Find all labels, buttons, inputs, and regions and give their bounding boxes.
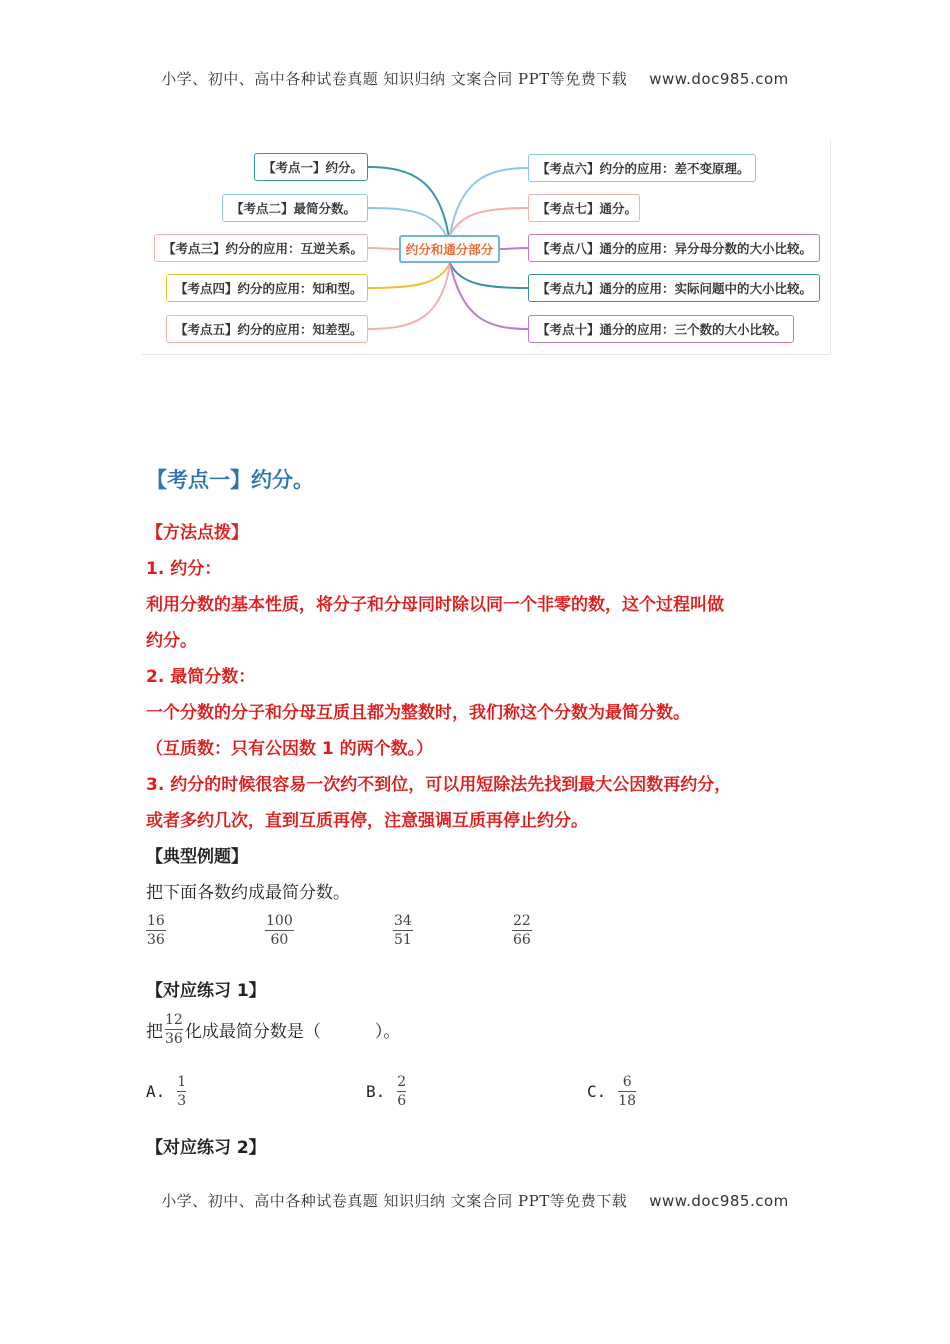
point3-text-line2: 或者多约几次，直到互质再停，注意强调互质再停止约分。 <box>146 811 588 831</box>
connector-left-4 <box>368 263 450 288</box>
example-fraction-4-num: 22 <box>513 913 531 929</box>
connector-right-1 <box>450 168 528 235</box>
mindmap-node-6: 【考点六】约分的应用：差不变原理。 <box>528 154 756 182</box>
mindmap-node-3: 【考点三】约分的应用：互逆关系。 <box>154 234 368 262</box>
mindmap-center: 约分和通分部分 <box>399 235 500 263</box>
option-b-den: 6 <box>397 1093 407 1109</box>
option-c[interactable] <box>587 1074 638 1109</box>
mindmap-node-2: 【考点二】最简分数。 <box>222 194 368 222</box>
connector-left-3 <box>368 248 400 249</box>
point3-text-line1: 3. 约分的时候很容易一次约不到位，可以用短除法先找到最大公因数再约分， <box>146 775 732 795</box>
mindmap-node-9: 【考点九】通分的应用：实际问题中的大小比较。 <box>528 274 820 302</box>
mind-map <box>142 140 831 355</box>
practice2-heading: 【对应练习 2】 <box>146 1138 266 1158</box>
option-c-letter: C. <box>587 1082 607 1101</box>
example-fraction-3-den: 51 <box>394 932 412 948</box>
practice1-pre: 把 <box>146 1022 163 1042</box>
header-text: 小学、初中、高中各种试卷真题 知识归纳 文案合同 PPT等免费下载 <box>161 70 628 88</box>
point2-heading: 2. 最简分数： <box>146 667 256 687</box>
method-heading: 【方法点拨】 <box>146 523 248 543</box>
option-c-fraction <box>618 1074 636 1109</box>
option-c-num: 6 <box>622 1074 632 1090</box>
example-text: 把下面各数约成最简分数。 <box>146 883 350 903</box>
option-b-fraction <box>397 1074 406 1109</box>
connector-right-4 <box>450 263 528 288</box>
practice1-heading: 【对应练习 1】 <box>146 981 266 1001</box>
option-b[interactable] <box>366 1074 408 1109</box>
connector-left-1 <box>368 167 450 245</box>
example-fraction-3-num: 34 <box>394 913 412 929</box>
point2-text-line2: （互质数：只有公因数 1 的两个数。） <box>146 739 434 759</box>
example-fraction-2 <box>265 913 294 948</box>
option-b-num: 2 <box>397 1074 407 1090</box>
practice1-post: 化成最简分数是（ ）。 <box>184 1022 401 1042</box>
example-fraction-4 <box>512 913 532 948</box>
option-a-letter: A. <box>146 1082 166 1101</box>
mindmap-node-4: 【考点四】约分的应用：知和型。 <box>166 274 368 302</box>
option-b-letter: B. <box>366 1082 386 1101</box>
example-fraction-2-den: 60 <box>270 932 289 948</box>
mindmap-node-8: 【考点八】通分的应用：异分母分数的大小比较。 <box>528 234 820 262</box>
option-c-den: 18 <box>618 1093 637 1109</box>
point1-heading: 1. 约分： <box>146 559 222 579</box>
connector-left-5 <box>368 263 450 329</box>
example-fraction-2-num: 100 <box>266 913 293 929</box>
mindmap-node-1: 【考点一】约分。 <box>254 153 368 181</box>
footer-text: 小学、初中、高中各种试卷真题 知识归纳 文案合同 PPT等免费下载 <box>161 1192 628 1210</box>
page-header <box>0 68 950 89</box>
point2-text-line1: 一个分数的分子和分母互质且都为整数时，我们称这个分数为最简分数。 <box>146 703 690 723</box>
option-a-fraction <box>177 1074 186 1109</box>
option-a[interactable] <box>146 1074 188 1109</box>
example-heading: 【典型例题】 <box>146 847 248 867</box>
connector-right-2 <box>450 208 528 235</box>
example-fraction-1 <box>146 913 166 948</box>
mindmap-node-7: 【考点七】通分。 <box>528 194 640 222</box>
practice1-fraction-num: 12 <box>165 1012 183 1028</box>
example-fraction-3 <box>393 913 413 948</box>
connector-right-5 <box>450 263 528 329</box>
option-a-num: 1 <box>177 1074 187 1090</box>
example-fraction-4-den: 66 <box>513 932 531 948</box>
point1-text-line1: 利用分数的基本性质，将分子和分母同时除以同一个非零的数，这个过程叫做 <box>146 595 724 615</box>
practice1-fraction <box>165 1012 183 1047</box>
connector-right-3 <box>500 248 528 249</box>
mindmap-node-5: 【考点五】约分的应用：知差型。 <box>166 315 368 343</box>
footer-url[interactable]: www.doc985.com <box>649 1192 789 1210</box>
page-footer <box>0 1190 950 1211</box>
mindmap-node-10: 【考点十】通分的应用：三个数的大小比较。 <box>528 315 794 343</box>
header-url[interactable]: www.doc985.com <box>649 70 789 88</box>
practice1-question <box>146 1012 400 1047</box>
point1-text-line2: 约分。 <box>146 631 197 651</box>
example-fraction-1-den: 36 <box>147 932 165 948</box>
option-a-den: 3 <box>177 1093 187 1109</box>
section-title: 【考点一】约分。 <box>146 468 314 492</box>
practice1-fraction-den: 36 <box>165 1031 183 1047</box>
example-fraction-1-num: 16 <box>147 913 165 929</box>
